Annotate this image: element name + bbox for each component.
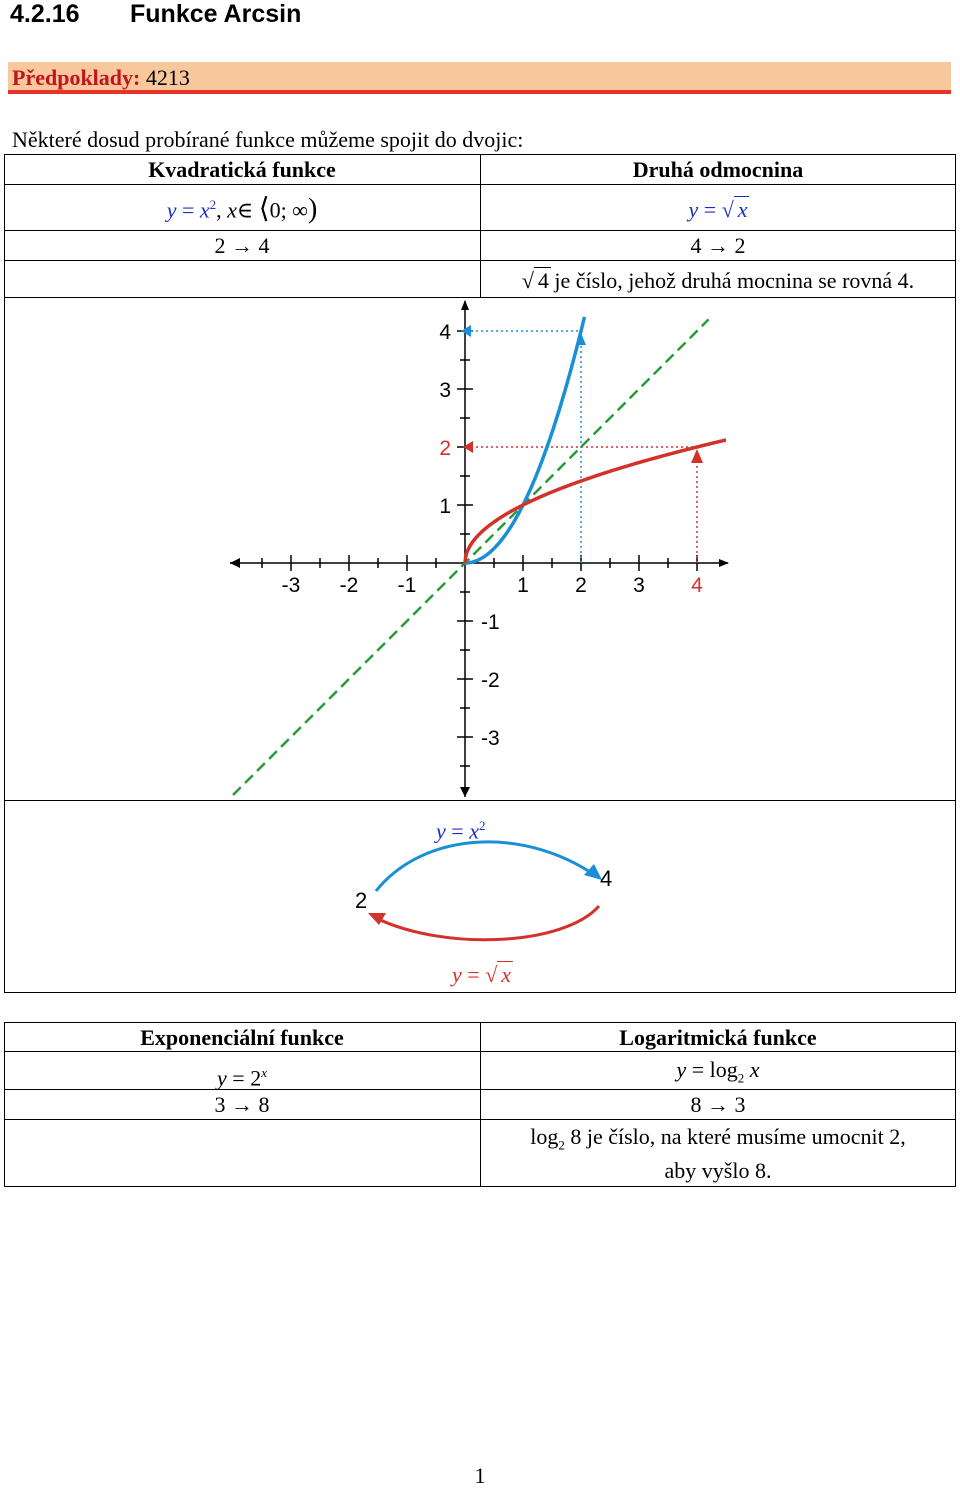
formula-separator: , — [216, 197, 222, 223]
formula-eq: = — [181, 197, 195, 223]
formula-y: y — [166, 197, 177, 223]
formula-eq: = — [232, 1065, 245, 1091]
y-tick-label: 4 — [439, 321, 451, 344]
sqrt-header: Druhá odmocnina — [632, 157, 804, 182]
map-arrow: → — [231, 233, 253, 258]
formula-base: 2 — [250, 1065, 262, 1091]
note-log: log — [530, 1124, 559, 1149]
note-radicand: 4 — [537, 268, 549, 293]
x-tick-label: 1 — [517, 574, 529, 597]
section-number: 4.2.16 — [10, 0, 80, 28]
left-value: 2 — [355, 888, 368, 913]
note-log-base: 2 — [558, 1137, 565, 1153]
right-paren: ) — [307, 193, 318, 225]
label-y: y — [436, 818, 446, 844]
sqrt-mapping — [480, 233, 956, 259]
label-eq: = — [451, 818, 464, 844]
prerequisites-value: 4213 — [145, 65, 190, 90]
x-tick-label: -1 — [397, 574, 417, 597]
intro-text: Některé dosud probírané funkce můžeme spojit do dvojic: — [12, 127, 524, 152]
map-arrow: → — [707, 1092, 729, 1117]
map-to: 2 — [734, 233, 746, 258]
label-exponent: 2 — [478, 818, 486, 833]
exponential-formula — [4, 1060, 480, 1091]
root-arrow-label — [452, 962, 511, 988]
map-to: 8 — [258, 1092, 270, 1117]
formula-x: x — [737, 197, 748, 222]
right-value: 4 — [600, 866, 613, 891]
x-tick-label: -3 — [281, 574, 301, 597]
formula-exponent: 2 — [209, 197, 217, 212]
y-axis-bottom-arrow — [460, 787, 470, 797]
square-arrow-label — [436, 813, 485, 844]
map-from: 3 — [214, 1092, 226, 1117]
logarithm-note-line2: aby vyšlo 8. — [664, 1158, 772, 1183]
y-tick-label: 3 — [439, 379, 451, 402]
formula-log-base: 2 — [737, 1070, 745, 1086]
section-heading — [10, 0, 301, 28]
note-log-argument: 8 — [570, 1124, 582, 1149]
map-arrow: → — [231, 1092, 253, 1117]
formula-eq: = — [703, 197, 717, 222]
map-to: 3 — [734, 1092, 746, 1117]
x-tick-label: 2 — [575, 574, 587, 597]
curves — [233, 317, 726, 795]
formula-y: y — [688, 197, 699, 222]
x-tick-label: 4 — [691, 574, 703, 597]
x-axis-left-arrow — [230, 558, 240, 568]
exponential-header: Exponenciální funkce — [140, 1025, 344, 1050]
formula-exponent: x — [261, 1065, 267, 1080]
y-tick-label: 2 — [439, 437, 451, 460]
prerequisites-label: Předpoklady: — [12, 65, 141, 90]
formula-y: y — [676, 1057, 687, 1082]
map-to: 4 — [258, 233, 270, 258]
map-from: 4 — [690, 233, 702, 258]
label-x: x — [501, 962, 511, 987]
y-tick-label: 1 — [439, 495, 451, 518]
y-tick-label: -2 — [481, 669, 500, 692]
prerequisites — [12, 64, 190, 92]
section-title: Funkce Arcsin — [130, 0, 302, 28]
formula-log: log — [709, 1057, 738, 1082]
logarithmic-mapping — [480, 1092, 956, 1118]
y-tick-label: -3 — [481, 727, 500, 750]
note-text: je číslo, jehož druhá mocnina se rovná 4. — [554, 268, 915, 293]
map-arrow: → — [707, 233, 729, 258]
formula-x: x — [199, 197, 210, 223]
y-tick-label: -1 — [481, 611, 500, 634]
root-arrow — [376, 906, 599, 940]
formula-eq: = — [691, 1057, 705, 1082]
root-arrow-head — [368, 913, 386, 925]
square-guide-arrowhead — [461, 325, 471, 337]
sqrt-symbol: √ x — [485, 962, 511, 987]
label-eq: = — [467, 962, 480, 987]
label-y: y — [452, 962, 462, 987]
quadratic-mapping — [4, 233, 480, 259]
map-from: 8 — [690, 1092, 702, 1117]
exponential-mapping — [4, 1092, 480, 1118]
identity-line — [233, 319, 709, 795]
note-text: je číslo, na které musíme umocnit 2, — [586, 1124, 906, 1149]
sqrt-symbol: √ 4 — [521, 268, 549, 293]
x-tick-label: -2 — [339, 574, 359, 597]
root-curve — [465, 440, 726, 563]
root-guide-arrowhead — [691, 449, 703, 463]
map-from: 2 — [214, 233, 226, 258]
label-x: x — [469, 818, 479, 844]
logarithm-note-line1 — [480, 1124, 956, 1158]
logarithmic-header: Logaritmická funkce — [619, 1025, 817, 1050]
page-number: 1 — [474, 1463, 486, 1488]
square-arrow — [376, 842, 596, 891]
root-guide — [471, 447, 697, 563]
domain-interval: 0; ∞ — [269, 197, 308, 223]
sqrt-note — [480, 268, 956, 294]
sqrt-formula — [480, 197, 956, 223]
square-curve — [465, 317, 585, 563]
element-of-symbol: ∈ — [236, 197, 254, 223]
domain-x: x — [227, 197, 237, 223]
function-graph — [4, 297, 956, 800]
sqrt-symbol: √ x — [721, 197, 748, 222]
quadratic-header: Kvadratická funkce — [148, 157, 336, 182]
left-angle-bracket: ⟨ — [258, 193, 270, 225]
formula-y: y — [217, 1065, 227, 1091]
logarithmic-formula — [480, 1057, 956, 1091]
formula-x: x — [749, 1057, 760, 1082]
x-tick-label: 3 — [633, 574, 645, 597]
quadratic-formula — [4, 192, 480, 223]
